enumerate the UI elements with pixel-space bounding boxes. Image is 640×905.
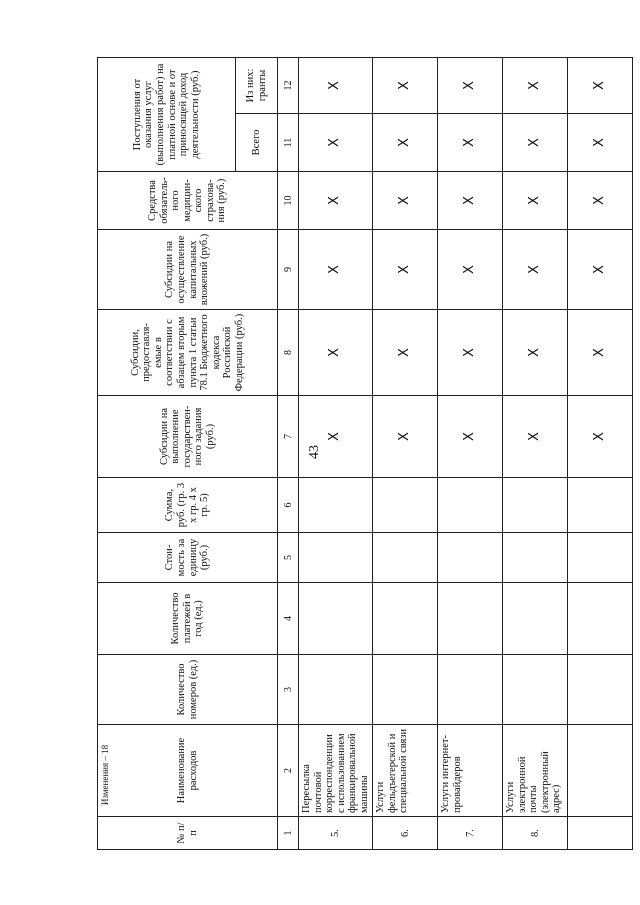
table-row bbox=[438, 58, 503, 850]
header-paid-income: Поступления от оказания услуг (выполнения работ) на платной основе и от приносящей доход деятельности (руб.) bbox=[98, 58, 236, 172]
row-name: Услуги фельдъегерской и специальной связи bbox=[373, 725, 438, 817]
cell-x: X bbox=[568, 230, 633, 310]
row-number: 8. bbox=[503, 817, 568, 850]
cell-x: X bbox=[299, 172, 373, 230]
rotated-table-container bbox=[97, 58, 608, 850]
column-number-row bbox=[278, 58, 299, 850]
header-subsidy-78-1: Субсидии, предоставля-емые в соответствии с абзацем вторым пункта 1 статьи 78.1 Бюджетного кодекса Российской Федерации (руб.) bbox=[98, 310, 278, 396]
footer-revision: Изменения – 18 bbox=[100, 744, 110, 806]
cell-x: X bbox=[568, 396, 633, 478]
cell-empty bbox=[438, 655, 503, 725]
row-name: Услуги электронной почты (электронный адрес) bbox=[503, 725, 568, 817]
column-number: 1 bbox=[278, 817, 299, 850]
cell-empty bbox=[373, 533, 438, 583]
cell-x: X bbox=[438, 58, 503, 114]
column-number: 4 bbox=[278, 583, 299, 655]
cell-x: X bbox=[503, 58, 568, 114]
column-number: 8 bbox=[278, 310, 299, 396]
cell-x: X bbox=[503, 114, 568, 172]
column-number: 5 bbox=[278, 533, 299, 583]
cell-empty bbox=[503, 478, 568, 533]
row-name: Услуги интернет-провайдеров bbox=[438, 725, 503, 817]
header-name: Наименование расходов bbox=[98, 725, 278, 817]
cell-x: X bbox=[568, 114, 633, 172]
cell-x: X bbox=[503, 230, 568, 310]
cell-empty bbox=[299, 583, 373, 655]
cell-x: X bbox=[503, 172, 568, 230]
cell-empty bbox=[503, 655, 568, 725]
cell-x: X bbox=[373, 230, 438, 310]
header-count-numbers: Количество номеров (ед.) bbox=[98, 655, 278, 725]
column-number: 9 bbox=[278, 230, 299, 310]
cell-x: X bbox=[373, 114, 438, 172]
header-total: Всего bbox=[236, 114, 278, 172]
cell-empty bbox=[503, 533, 568, 583]
cell-x: X bbox=[299, 58, 373, 114]
cell-empty bbox=[568, 533, 633, 583]
header-payments-per-year: Количество платежей в год (ед.) bbox=[98, 583, 278, 655]
cell-empty bbox=[299, 533, 373, 583]
row-number: 6. bbox=[373, 817, 438, 850]
row-number bbox=[568, 817, 633, 850]
table-row bbox=[373, 58, 438, 850]
page-number: 43 bbox=[307, 445, 322, 459]
cell-x: X bbox=[299, 396, 373, 478]
header-sum: Сумма, руб. (гр. 3 x гр. 4 x гр. 5) bbox=[98, 478, 278, 533]
table-row bbox=[503, 58, 568, 850]
table-row bbox=[299, 58, 373, 850]
cell-x: X bbox=[438, 396, 503, 478]
cell-x: X bbox=[503, 396, 568, 478]
cell-empty bbox=[503, 583, 568, 655]
cell-empty bbox=[568, 478, 633, 533]
cell-empty bbox=[568, 655, 633, 725]
expenses-table bbox=[97, 57, 633, 850]
cell-empty bbox=[373, 655, 438, 725]
cell-empty bbox=[568, 583, 633, 655]
row-number: 5. bbox=[299, 817, 373, 850]
header-capital-subsidy: Субсидии на осуществление капитальных вложений (руб.) bbox=[98, 230, 278, 310]
cell-x: X bbox=[503, 310, 568, 396]
cell-x: X bbox=[299, 310, 373, 396]
cell-empty bbox=[299, 655, 373, 725]
column-number: 2 bbox=[278, 725, 299, 817]
cell-empty bbox=[373, 583, 438, 655]
cell-empty bbox=[373, 478, 438, 533]
cell-x: X bbox=[373, 396, 438, 478]
column-number: 7 bbox=[278, 396, 299, 478]
cell-x: X bbox=[299, 114, 373, 172]
table-row bbox=[568, 58, 633, 850]
cell-empty bbox=[438, 583, 503, 655]
column-number: 12 bbox=[278, 58, 299, 114]
column-number: 11 bbox=[278, 114, 299, 172]
header-grants: Из них: гранты bbox=[236, 58, 278, 114]
cell-x: X bbox=[373, 310, 438, 396]
header-unit-cost: Стои-мость за единицу (руб.) bbox=[98, 533, 278, 583]
cell-x: X bbox=[568, 58, 633, 114]
cell-x: X bbox=[438, 230, 503, 310]
cell-x: X bbox=[438, 114, 503, 172]
cell-x: X bbox=[373, 172, 438, 230]
row-number: 7. bbox=[438, 817, 503, 850]
header-mandatory-insurance: Средства обязатель-ного медицин-ского страхова-ния (руб.) bbox=[98, 172, 278, 230]
cell-x: X bbox=[299, 230, 373, 310]
header-state-task-subsidy: Субсидии на выполнение государствен-ного задания (руб.) bbox=[98, 396, 278, 478]
cell-x: X bbox=[568, 310, 633, 396]
cell-empty bbox=[438, 478, 503, 533]
row-name: Пересылка почтовой корреспонденции с использованием франкировальной машины bbox=[299, 725, 373, 817]
column-number: 6 bbox=[278, 478, 299, 533]
header-num: № п/п bbox=[98, 817, 278, 850]
cell-x: X bbox=[568, 172, 633, 230]
cell-x: X bbox=[438, 172, 503, 230]
column-number: 3 bbox=[278, 655, 299, 725]
row-name bbox=[568, 725, 633, 817]
cell-empty bbox=[299, 478, 373, 533]
cell-x: X bbox=[373, 58, 438, 114]
cell-x: X bbox=[438, 310, 503, 396]
column-number: 10 bbox=[278, 172, 299, 230]
cell-empty bbox=[438, 533, 503, 583]
